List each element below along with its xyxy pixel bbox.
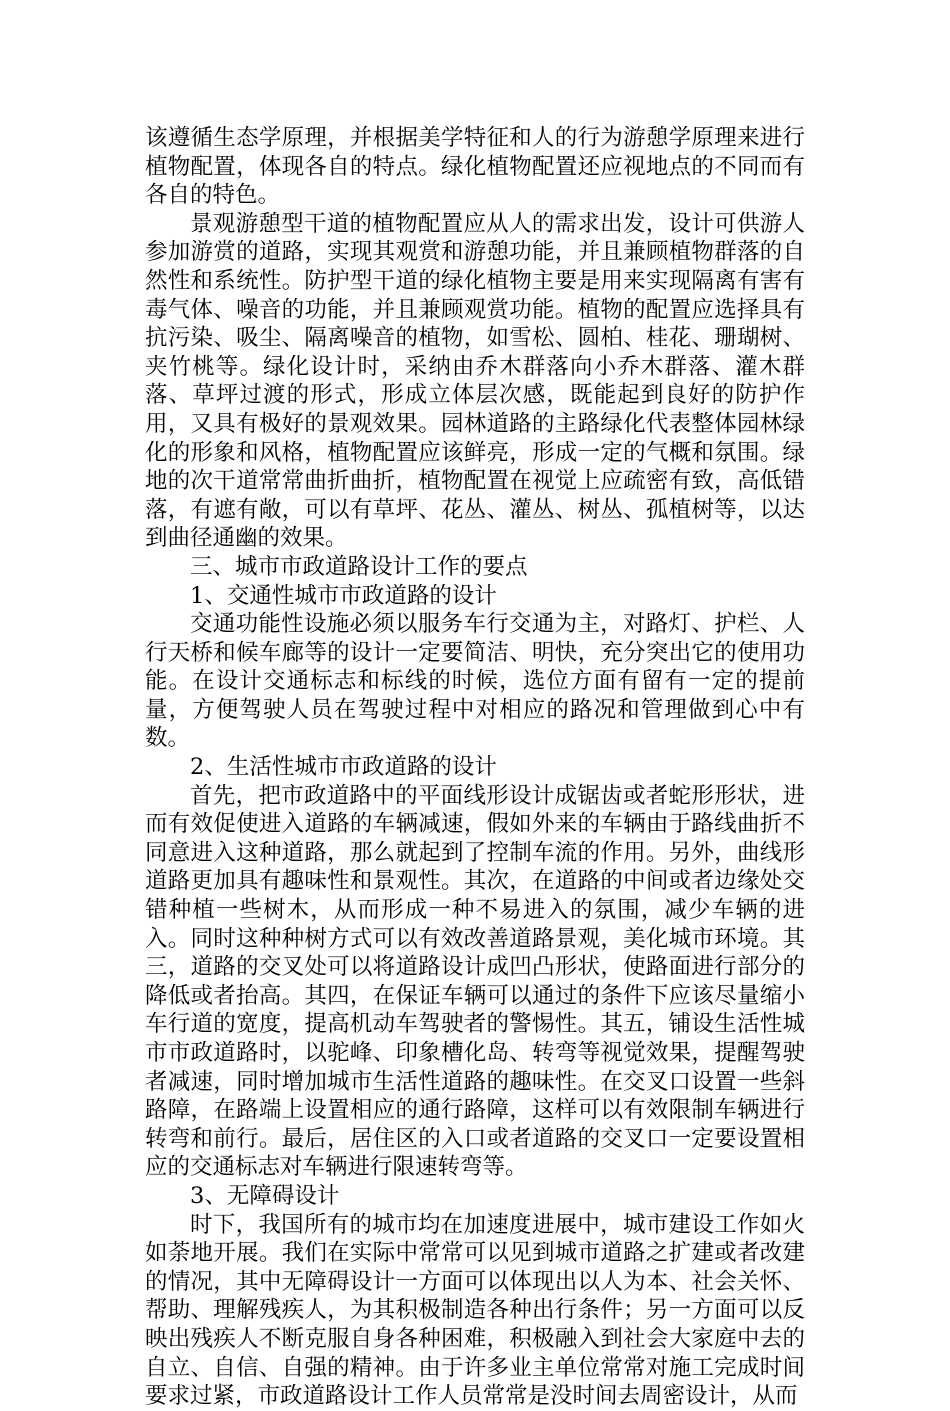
paragraph-landscape-roads: 景观游憩型干道的植物配置应从人的需求出发，设计可供游人参加游赏的道路，实现其观赏和游憩功能，并且兼顾植物群落的自然性和系统性。防护型干道的绿化植物主要是用来实现隔离有害有毒气体、噪音的功能，并且兼顾观赏功能。植物的配置应选择具有抗污染、吸尘、隔离噪音的植物，如雪松、圆柏、桂花、珊瑚树、夹竹桃等。绿化设计时，采纳由乔木群落向小乔木群落、灌木群落、草坪过渡的形式，形成立体层次感，既能起到良好的防护作用，又具有极好的景观效果。园林道路的主路绿化代表整体园林绿化的形象和风格，植物配置应该鲜亮，形成一定的气概和氛围。绿地的次干道常常曲折曲折，植物配置在视觉上应疏密有致，高低错落，有遮有敞，可以有草坪、花丛、灌丛、树丛、孤植树等，以达到曲径通幽的效果。 (145, 210, 805, 552)
section-heading-key-points: 三、城市市政道路设计工作的要点 (190, 553, 528, 580)
subheading-traffic-roads: 1、交通性城市市政道路的设计 (190, 582, 497, 609)
subheading-barrier-free: 3、无障碍设计 (190, 1182, 340, 1209)
document-body (145, 124, 805, 1411)
paragraph-traffic-roads: 交通功能性设施必须以服务车行交通为主，对路灯、护栏、人行天桥和候车廊等的设计一定要简洁、明快，充分突出它的使用功能。在设计交通标志和标线的时候，选位方面有留有一定的提前量，方便驾驶人员在驾驶过程中对相应的路况和管理做到心中有数。 (145, 611, 805, 752)
paragraph-residential-roads: 首先，把市政道路中的平面线形设计成锯齿或者蛇形形状，进而有效促使进入道路的车辆减速，假如外来的车辆由于路线曲折不同意进入这种道路，那么就起到了控制车流的作用。另外，曲线形道路更加具有趣味性和景观性。其次，在道路的中间或者边缘处交错种植一些树木，从而形成一种不易进入的氛围，减少车辆的进入。同时这种种树方式可以有效改善道路景观，美化城市环境。其三，道路的交叉处可以将道路设计成凹凸形状，使路面进行部分的降低或者抬高。其四，在保证车辆可以通过的条件下应该尽量缩小车行道的宽度，提高机动车驾驶者的警惕性。其五，铺设生活性城市市政道路时，以驼峰、印象槽化岛、转弯等视觉效果，提醒驾驶者减速，同时增加城市生活性道路的趣味性。在交叉口设置一些斜路障，在路端上设置相应的通行路障，这样可以有效限制车辆进行转弯和前行。最后，居住区的入口或者道路的交叉口一定要设置相应的交通标志对车辆进行限速转弯等。 (145, 782, 805, 1181)
paragraph-barrier-free: 时下，我国所有的城市均在加速度进展中，城市建设工作如火如荼地开展。我们在实际中常常可以见到城市道路之扩建或者改建的情况，其中无障碍设计一方面可以体现出以人为本、社会关怀、帮助、理解残疾人，为其积极制造各种出行条件；另一方面可以反映出残疾人不断克服自身各种困难，积极融入到社会大家庭中去的自立、自信、自强的精神。由于许多业主单位常常对施工完成时间要求过紧，市政道路设计工作人员常常是没时间去周密设计，从而 (145, 1211, 805, 1410)
subheading-residential-roads: 2、生活性城市市政道路的设计 (190, 754, 497, 781)
paragraph-intro-continuation: 该遵循生态学原理，并根据美学特征和人的行为游憩学原理来进行植物配置，体现各自的特点。绿化植物配置还应视地点的不同而有各自的特色。 (145, 125, 805, 209)
